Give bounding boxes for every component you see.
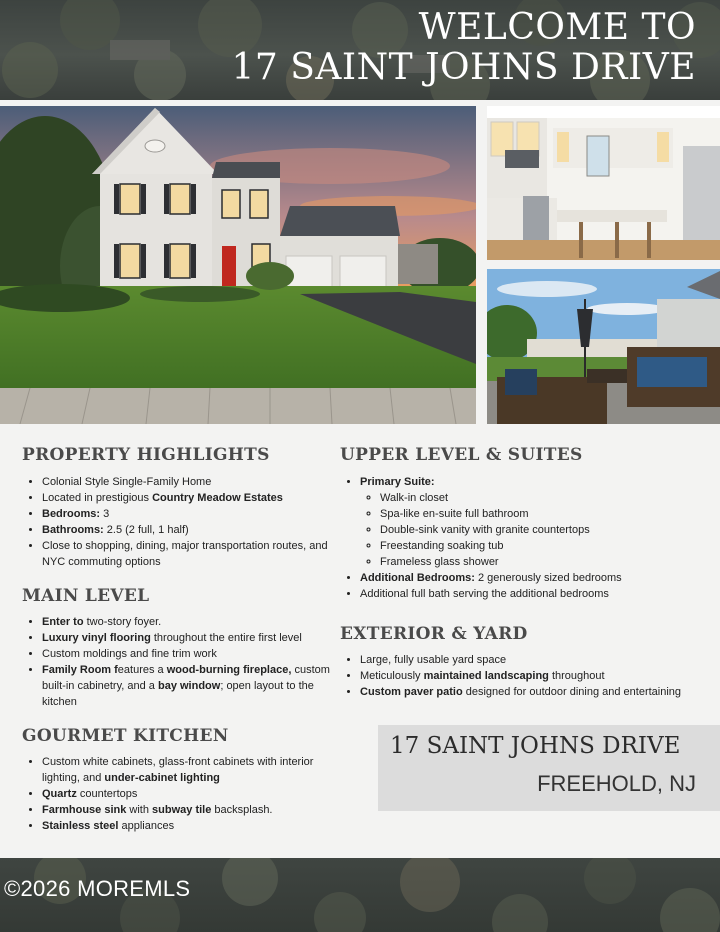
house-exterior-photo [0, 106, 476, 424]
patio-photo [487, 269, 720, 424]
list-item: • Luxury vinyl flooring throughout the entire first level [42, 630, 342, 646]
section-title-exterior-yard: EXTERIOR & YARD [340, 624, 528, 644]
list-item: • Located in prestigious Country Meadow Estates [42, 490, 342, 506]
list-item: • Primary Suite: ◦ Walk-in closet ◦ Spa-like en-suite full bathroom ◦ Double-sink vanity with granite countertops ◦ Freestanding soaking tub ◦ Frameless glass shower [360, 474, 720, 570]
list-item: ◦ Freestanding soaking tub [380, 538, 720, 554]
list-item: • Family Room features a wood-burning fireplace, custom built-in cabinetry, and a bay window; open layout to the kitchen [42, 662, 342, 710]
footer-banner [0, 858, 720, 932]
gourmet-kitchen-list [22, 754, 342, 834]
address-state: , NJ [656, 771, 696, 796]
list-item: ◦ Walk-in closet [380, 490, 720, 506]
list-item: • Quartz countertops [42, 786, 342, 802]
primary-suite-sublist [360, 490, 720, 570]
page-title [232, 8, 697, 88]
list-item: • Enter to two-story foyer. [42, 614, 342, 630]
kitchen-photo [487, 106, 720, 260]
header-banner [0, 0, 720, 100]
list-item: • Large, fully usable yard space [360, 652, 720, 668]
exterior-yard-list [340, 652, 720, 700]
address-box [378, 725, 720, 811]
upper-level-list [340, 474, 720, 602]
list-item: • Colonial Style Single-Family Home [42, 474, 342, 490]
property-highlights-list [22, 474, 342, 570]
list-item: • Custom paver patio designed for outdoor dining and entertaining [360, 684, 720, 700]
list-item: • Additional Bedrooms: 2 generously sized bedrooms [360, 570, 720, 586]
list-item: • Bathrooms: 2.5 (2 full, 1 half) [42, 522, 342, 538]
section-title-gourmet-kitchen: GOURMET KITCHEN [22, 726, 229, 746]
list-item: • Custom white cabinets, glass-front cabinets with interior lighting, and under-cabinet lighting [42, 754, 342, 786]
list-item: • Close to shopping, dining, major transportation routes, and NYC commuting options [42, 538, 342, 570]
address-street: 17 SAINT JOHNS DRIVE [390, 733, 681, 759]
list-item: • Meticulously maintained landscaping throughout [360, 668, 720, 684]
list-item: • Custom moldings and fine trim work [42, 646, 342, 662]
section-title-upper-level: UPPER LEVEL & SUITES [340, 445, 583, 465]
list-item: • Stainless steel appliances [42, 818, 342, 834]
list-item: • Bedrooms: 3 [42, 506, 342, 522]
address-city: FREEHOLD [537, 771, 657, 796]
list-item: • Additional full bath serving the additional bedrooms [360, 586, 720, 602]
address-city-state [537, 771, 696, 797]
section-title-property-highlights: PROPERTY HIGHLIGHTS [22, 445, 270, 465]
title-line-1: WELCOME TO [418, 7, 696, 48]
list-item: ◦ Spa-like en-suite full bathroom [380, 506, 720, 522]
section-title-main-level: MAIN LEVEL [22, 586, 150, 606]
main-level-list [22, 614, 342, 710]
list-item: • Farmhouse sink with subway tile backsplash. [42, 802, 342, 818]
title-line-2: 17 SAINT JOHNS DRIVE [231, 47, 696, 88]
list-item: ◦ Frameless glass shower [380, 554, 720, 570]
list-item: ◦ Double-sink vanity with granite countertops [380, 522, 720, 538]
copyright-text: ©2026 MOREMLS [4, 876, 191, 901]
